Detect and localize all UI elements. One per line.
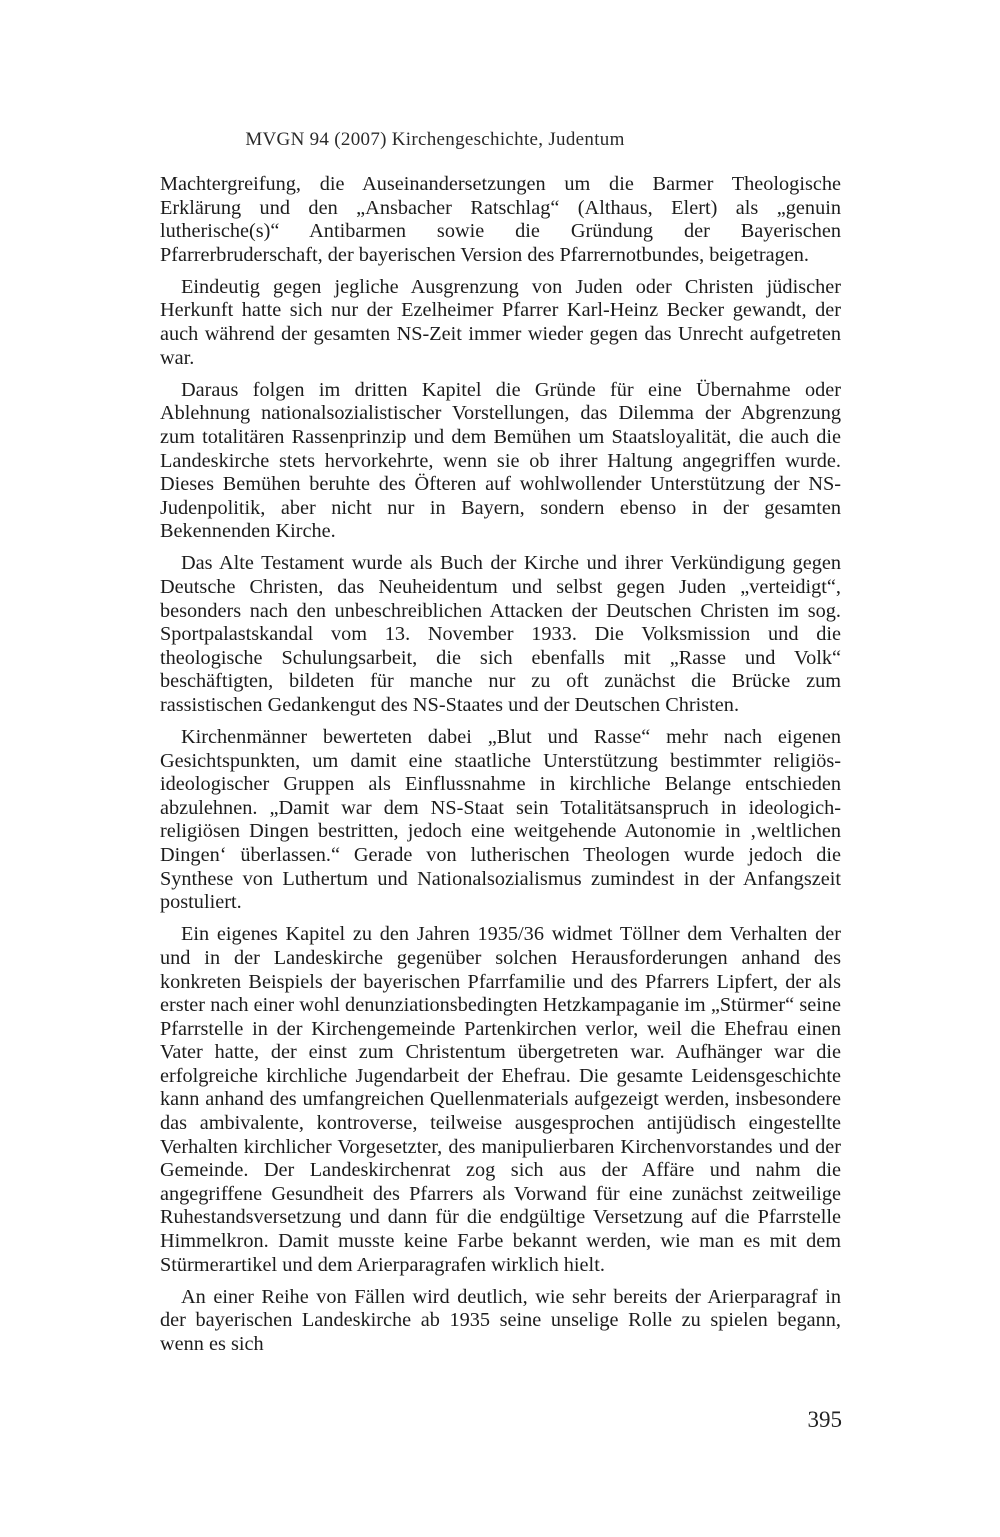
paragraph-5: Kirchenmänner bewerteten dabei „Blut und Rasse“ mehr nach eigenen Gesichtspunkten, um damit eine staatliche Unterstützung bestimmter religiös-ideologischer Gruppen als Einflussnahme in kirchliche Belange entschieden abzulehnen. „Damit war dem NS-Staat sein Totalitätsanspruch in ideologich-religiösen Dingen bestritten, jedoch eine weitgehende Autonomie in ‚weltlichen Dingen‘ überlassen.“ Gerade von lutherischen Theologen wurde jedoch die Synthese von Luthertum und Nationalsozialismus zumindest in der Anfangszeit postuliert. [160,726,841,914]
page-number: 395 [807,1407,842,1432]
paragraph-6: Ein eigenes Kapitel zu den Jahren 1935/36 widmet Töllner dem Verhalten der und in der Landeskirche gegenüber solchen Herausforderungen anhand des konkreten Beispiels der bayerischen Pfarrfamilie und des Pfarrers Lipfert, der als erster nach einer wohl denunziationsbedingten Hetzkampaganie im „Stürmer“ seine Pfarrstelle in der Kirchengemeinde Partenkirchen verlor, weil die Ehefrau einen Vater hatte, der einst zum Christentum übergetreten war. Aufhänger war die erfolgreiche kirchliche Jugendarbeit der Ehefrau. Die gesamte Leidensgeschichte kann anhand des umfangreichen Quellenmaterials aufgezeigt werden, insbesondere das ambivalente, kontroverse, teilweise ausgesprochen antijüdisch eingestellte Verhalten kirchlicher Vorgesetzter, des manipulierbaren Kirchenvorstandes und der Gemeinde. Der Landeskirchenrat zog sich aus der Affäre und nahm die angegriffene Gesundheit des Pfarrers als Vorwand für eine zunächst zeitweilige Ruhestandsversetzung und dann für die endgültige Versetzung auf die Pfarrstelle Himmelkron. Damit musste keine Farbe bekannt werden, wie man es mit dem Stürmerartikel und dem Arierparagrafen wirklich hielt. [160,923,841,1276]
paragraph-1: Machtergreifung, die Auseinandersetzungen um die Barmer Theologische Erklärung und den „Ansbacher Ratschlag“ (Althaus, Elert) als „genuin lutherische(s)“ Antibarmen sowie die Gründung der Bayerischen Pfarrerbruderschaft, der bayerischen Version des Pfarrernotbundes, beigetragen. [160,173,841,266]
paragraph-4: Das Alte Testament wurde als Buch der Kirche und ihrer Verkündigung gegen Deutsche Christen, das Neuheidentum und selbst gegen Juden „verteidigt“, besonders nach den unbeschreiblichen Attacken der Deutschen Christen im sog. Sportpalastskandal vom 13. November 1933. Die Volksmission und die theologische Schulungsarbeit, die sich ebenfalls mit „Rasse und Volk“ beschäftigten, bildeten für manche nur zu oft zunächst die Brücke zum rassistischen Gedankengut des NS-Staates und der Deutschen Christen. [160,552,841,716]
paragraph-2: Eindeutig gegen jegliche Ausgrenzung von Juden oder Christen jüdischer Herkunft hatte sich nur der Ezelheimer Pfarrer Karl-Heinz Becker gewandt, der auch während der gesamten NS-Zeit immer wieder gegen das Unrecht aufgetreten war. [160,275,841,369]
paragraph-7: An einer Reihe von Fällen wird deutlich, wie sehr bereits der Arierparagraf in der bayerischen Landeskirche ab 1935 seine unselige Rolle zu spielen begann, wenn es sich [160,1285,841,1355]
running-header: MVGN 94 (2007) Kirchengeschichte, Judentum [245,129,625,150]
body-text [160,173,841,1357]
paragraph-3: Daraus folgen im dritten Kapitel die Gründe für eine Übernahme oder Ablehnung nationalsozialistischer Vorstellungen, das Dilemma der Abgrenzung zum totalitären Rassenprinzip und dem Bemühen um Staatsloyalität, die auch die Landeskirche stets hervorkehrte, wenn sie ob ihrer Haltung angegriffen wurde. Dieses Bemühen beruhte des Öfteren auf wohlwollender Unterstützung der NS-Judenpolitik, aber nicht nur in Bayern, sondern ebenso in der gesamten Bekennenden Kirche. [160,378,841,543]
